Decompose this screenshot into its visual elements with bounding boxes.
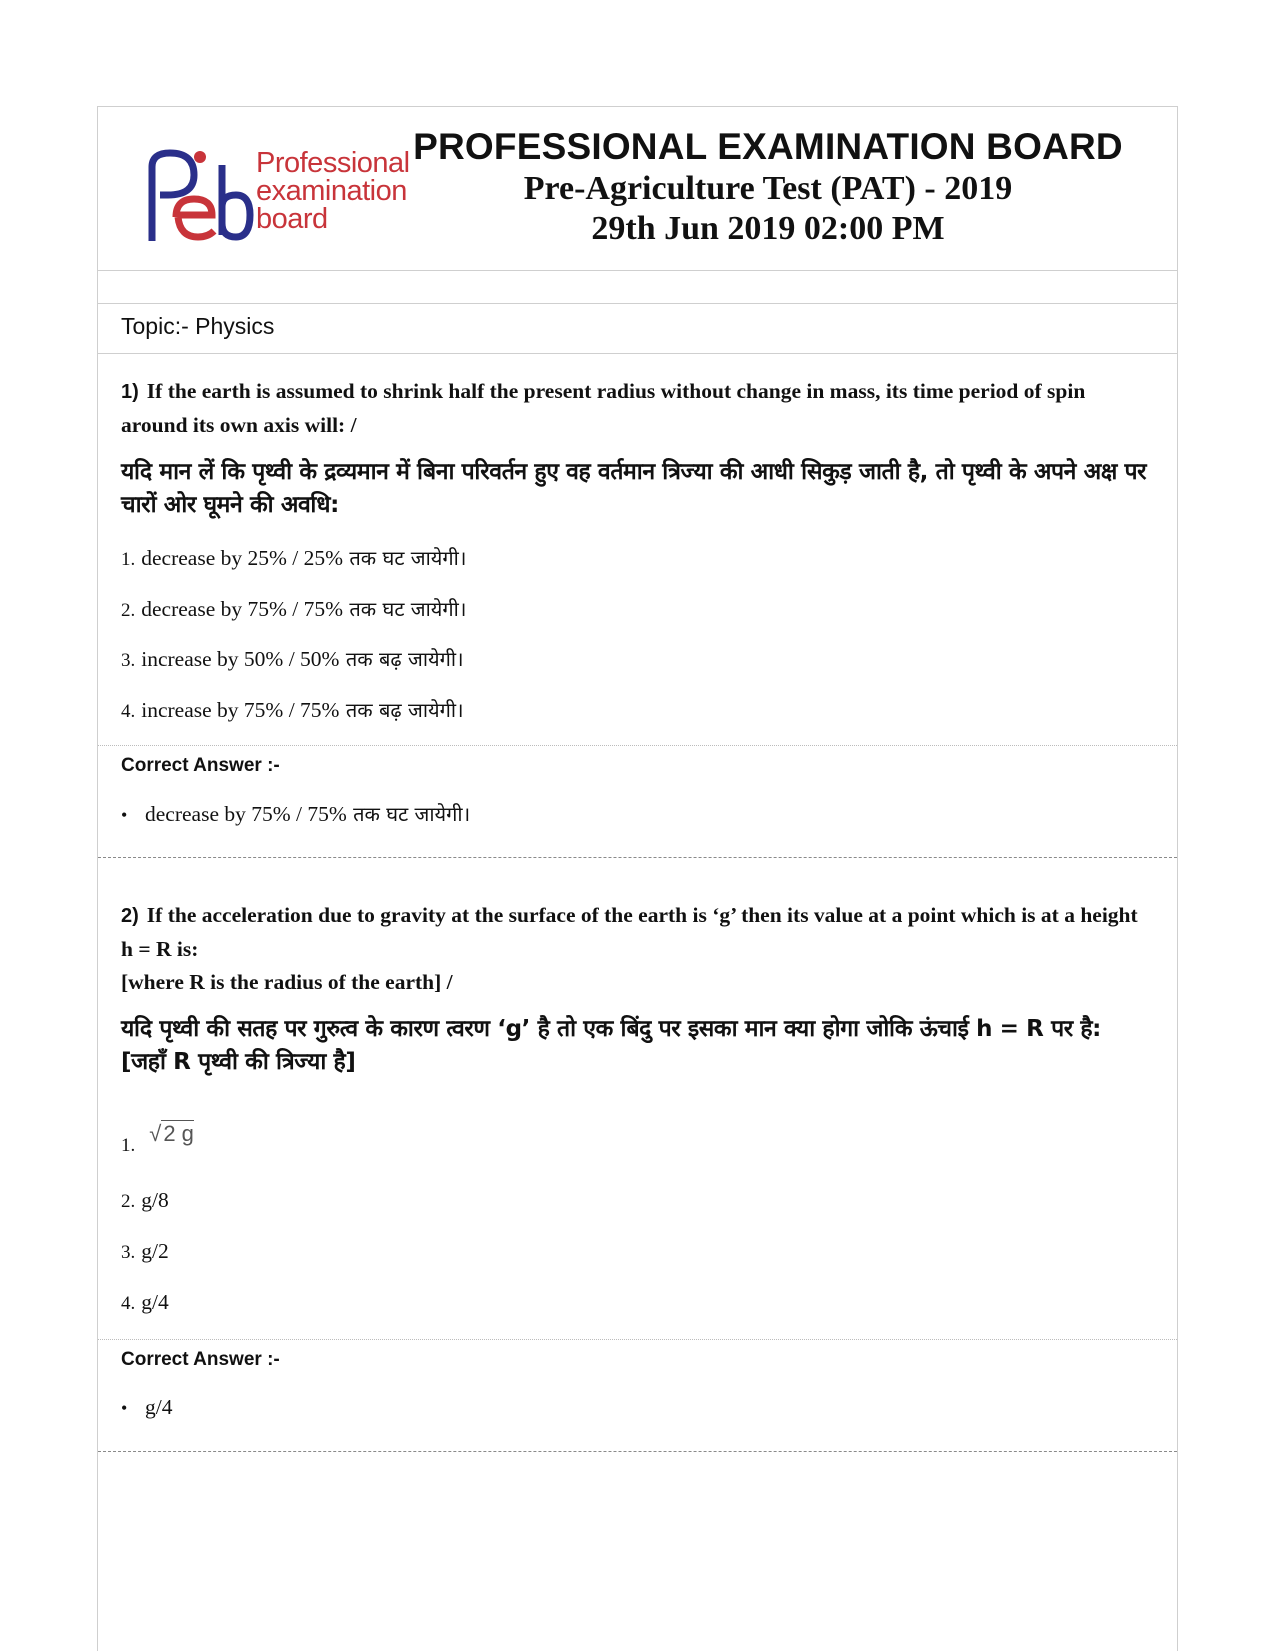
question-text: If the acceleration due to gravity at the surface of the earth is ‘g’ then its value at a point which is at a height h = R is: xyxy=(121,903,1138,961)
peb-logo xyxy=(138,145,410,245)
sqrt-icon: √ xyxy=(149,1121,162,1146)
header-titles xyxy=(398,125,1138,249)
correct-answer xyxy=(121,800,470,827)
divider xyxy=(98,745,1177,746)
question-text-hi: यदि पृथ्वी की सतह पर गुरुत्व के कारण त्वरण ‘g’ है तो एक बिंदु पर इसका मान क्या होगा जोकि ऊंचाई h = R पर है: xyxy=(121,1016,1101,1042)
exam-name: Pre-Agriculture Test (PAT) - 2019 xyxy=(523,170,1013,207)
option-text-hi: तक घट जायेगी। xyxy=(343,597,467,621)
option-text-en: decrease by 75% / 75% xyxy=(141,597,344,621)
peb-logo-mark xyxy=(138,145,258,245)
logo-text xyxy=(256,149,410,233)
option-number: 3. xyxy=(121,1242,136,1263)
option-3[interactable] xyxy=(121,1239,169,1264)
question-2 xyxy=(121,899,1151,1079)
option-number: 2. xyxy=(121,600,136,621)
question-2-text-hi xyxy=(121,1013,1151,1079)
option-1[interactable] xyxy=(121,1121,194,1157)
topic-label: Topic:- Physics xyxy=(121,313,275,339)
option-text-en: decrease by 25% / 25% xyxy=(141,546,344,570)
correct-answer xyxy=(121,1395,172,1420)
question-1-text-en xyxy=(121,375,1151,442)
page-frame xyxy=(97,106,1178,1651)
option-number: 4. xyxy=(121,1293,136,1314)
correct-answer-label: Correct Answer :- xyxy=(121,755,280,776)
exam-datetime: 29th Jun 2019 02:00 PM xyxy=(591,210,945,247)
answer-text-hi: तक घट जायेगी। xyxy=(346,802,471,826)
option-text-hi: तक बढ़ जायेगी। xyxy=(339,647,464,671)
logo-word-2: examination xyxy=(256,175,407,207)
correct-answer-label: Correct Answer :- xyxy=(121,1349,280,1370)
question-2-text-en xyxy=(121,899,1151,999)
option-2[interactable] xyxy=(121,595,466,622)
question-separator xyxy=(98,1451,1177,1452)
option-text-en: g/8 xyxy=(141,1188,169,1212)
logo-word-3: board xyxy=(256,203,328,235)
option-4[interactable] xyxy=(121,1290,169,1315)
question-text: If the earth is assumed to shrink half the present radius without change in mass, its time period of spin around its own axis will: / xyxy=(121,379,1086,437)
board-title: PROFESSIONAL EXAMINATION BOARD xyxy=(413,126,1123,167)
option-4[interactable] xyxy=(121,696,464,723)
sqrt-formula xyxy=(149,1121,194,1147)
header xyxy=(98,107,1177,271)
question-separator xyxy=(98,857,1177,858)
option-3[interactable] xyxy=(121,645,464,672)
option-1[interactable] xyxy=(121,544,466,571)
sqrt-value: 2 g xyxy=(163,1121,194,1146)
question-1 xyxy=(121,375,1151,522)
option-2[interactable] xyxy=(121,1188,169,1213)
answer-text-en: g/4 xyxy=(145,1395,173,1419)
divider xyxy=(98,303,1177,304)
bullet-icon: • xyxy=(121,1398,128,1418)
question-1-text-hi: यदि मान लें कि पृथ्वी के द्रव्यमान में बिना परिवर्तन हुए वह वर्तमान त्रिज्या की आधी सिकुड़ जाती है, तो पृथ्वी के अपने अक्ष पर चारों ओर घूमने की अवधि: xyxy=(121,459,1147,518)
option-number: 3. xyxy=(121,650,136,671)
bullet-icon: • xyxy=(121,805,128,825)
option-number: 2. xyxy=(121,1191,136,1212)
question-number: 1) xyxy=(121,381,139,403)
option-number: 1. xyxy=(121,549,136,570)
option-text-en: increase by 50% / 50% xyxy=(141,647,340,671)
divider xyxy=(98,353,1177,354)
question-text-hi-note: [जहाँ R पृथ्वी की त्रिज्या है] xyxy=(121,1049,356,1075)
option-text-en: g/2 xyxy=(141,1239,169,1263)
option-text-hi: तक बढ़ जायेगी। xyxy=(339,698,464,722)
option-text-en: g/4 xyxy=(141,1290,169,1314)
question-text-note: [where R is the radius of the earth] / xyxy=(121,970,453,994)
logo-word-1: Professional xyxy=(256,147,410,179)
question-number: 2) xyxy=(121,905,139,927)
divider xyxy=(98,1339,1177,1340)
option-text-en: increase by 75% / 75% xyxy=(141,698,340,722)
option-number: 1. xyxy=(121,1135,136,1156)
answer-text-en: decrease by 75% / 75% xyxy=(145,802,347,826)
option-text-hi: तक घट जायेगी। xyxy=(343,546,467,570)
option-number: 4. xyxy=(121,701,136,722)
